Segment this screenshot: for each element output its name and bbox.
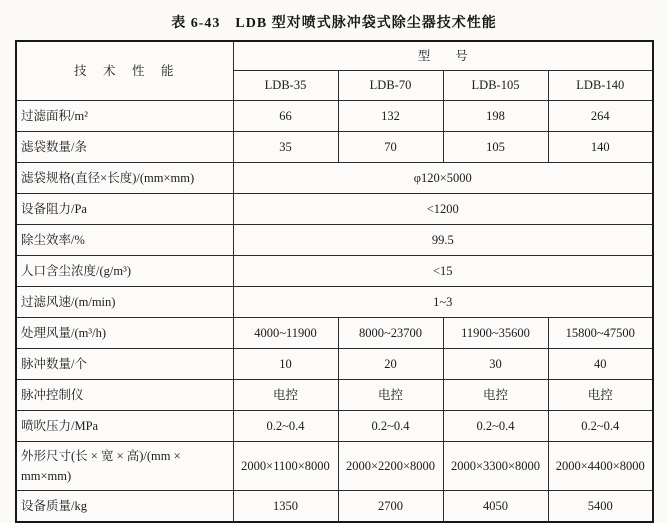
table-row [16,491,653,523]
row-label: 脉冲控制仪 [16,380,233,411]
row-label: 处理风量/(m³/h) [16,318,233,349]
model-column-header: LDB-140 [548,71,653,101]
table-row [16,411,653,442]
table-row [16,194,653,225]
row-value: 30 [443,349,548,380]
row-value: 1350 [233,491,338,523]
row-label: 过滤风速/(m/min) [16,287,233,318]
corner-header: 技 术 性 能 [16,41,233,101]
row-value: 0.2~0.4 [233,411,338,442]
row-value: 2000×2200×8000 [338,442,443,491]
table-title: 表 6-43 LDB 型对喷式脉冲袋式除尘器技术性能 [171,16,497,31]
row-value: 264 [548,101,653,132]
row-value: 2700 [338,491,443,523]
row-value: 66 [233,101,338,132]
table-row [16,132,653,163]
row-label: 滤袋规格(直径×长度)/(mm×mm) [16,163,233,194]
row-value: 20 [338,349,443,380]
row-merged-value: <1200 [233,194,653,225]
row-value: 电控 [338,380,443,411]
row-value: 电控 [233,380,338,411]
row-value: 0.2~0.4 [443,411,548,442]
row-label: 过滤面积/m² [16,101,233,132]
row-value: 15800~47500 [548,318,653,349]
row-value: 8000~23700 [338,318,443,349]
row-label: 设备阻力/Pa [16,194,233,225]
row-merged-value: 99.5 [233,225,653,256]
row-merged-value: 1~3 [233,287,653,318]
row-value: 140 [548,132,653,163]
table-row [16,349,653,380]
table-row [16,225,653,256]
row-label: 设备质量/kg [16,491,233,523]
row-value: 2000×4400×8000 [548,442,653,491]
row-value: 4050 [443,491,548,523]
row-value: 5400 [548,491,653,523]
model-column-header: LDB-70 [338,71,443,101]
table-row [16,442,653,491]
row-label: 喷吹压力/MPa [16,411,233,442]
header-row-model-group [16,41,653,71]
row-label: 脉冲数量/个 [16,349,233,380]
row-merged-value: φ120×5000 [233,163,653,194]
model-column-header: LDB-105 [443,71,548,101]
row-value: 2000×1100×8000 [233,442,338,491]
row-value: 11900~35600 [443,318,548,349]
row-value: 198 [443,101,548,132]
table-row [16,380,653,411]
table-row [16,256,653,287]
row-value: 0.2~0.4 [548,411,653,442]
row-label: 除尘效率/% [16,225,233,256]
row-value: 70 [338,132,443,163]
table-row [16,163,653,194]
row-value: 10 [233,349,338,380]
row-value: 电控 [548,380,653,411]
row-value: 0.2~0.4 [338,411,443,442]
spec-table [15,40,654,523]
row-merged-value: <15 [233,256,653,287]
row-label: 滤袋数量/条 [16,132,233,163]
row-value: 2000×3300×8000 [443,442,548,491]
row-value: 105 [443,132,548,163]
row-value: 电控 [443,380,548,411]
table-row [16,287,653,318]
model-group-header: 型 号 [233,41,653,71]
table-row [16,318,653,349]
row-label: 人口含尘浓度/(g/m³) [16,256,233,287]
row-value: 132 [338,101,443,132]
model-column-header: LDB-35 [233,71,338,101]
row-value: 4000~11900 [233,318,338,349]
row-value: 40 [548,349,653,380]
row-label: 外形尺寸(长 × 宽 × 高)/(mm × mm×mm) [16,442,233,491]
row-value: 35 [233,132,338,163]
table-row [16,101,653,132]
